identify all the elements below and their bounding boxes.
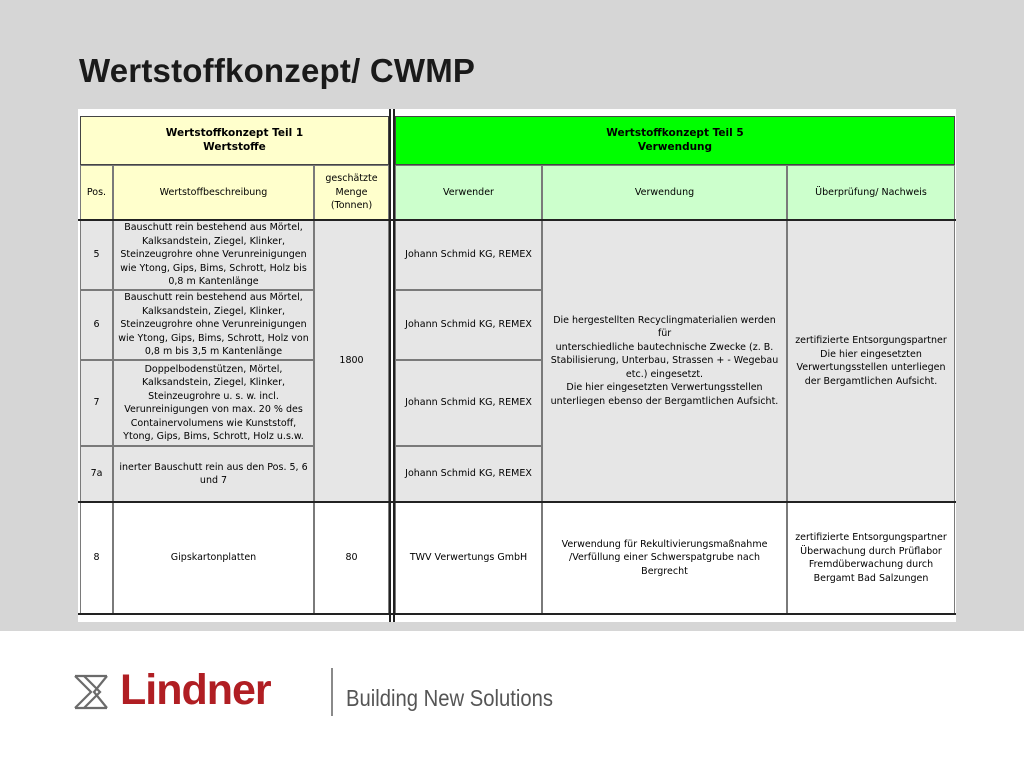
left-header-line2: Wertstoffe — [203, 140, 266, 153]
lindner-logo-icon — [72, 673, 110, 711]
column-header-pos: Pos. — [80, 165, 113, 220]
row8-pruefung: zertifizierte Entsorgungspartner Überwachung durch Prüflabor Fremdüberwachung durch Bergamt Bad Salzungen — [787, 502, 955, 614]
table-row-pos: 5 — [80, 220, 113, 290]
table-row-beschreibung: inerter Bauschutt rein aus den Pos. 5, 6 und 7 — [113, 446, 314, 502]
brand-tagline: Building New Solutions — [346, 685, 554, 711]
right-header-line1: Wertstoffkonzept Teil 5 — [606, 127, 744, 139]
group-verwendung-cell: Die hergestellten Recyclingmaterialien werden für unterschiedliche bautechnische Zwecke (z. B. Stabilisierung, Unterbau, Strassen + - Wegebau etc.) eingesetzt. Die hier eingesetzten Verwertungsstellen unterliegen ebenso der Bergamtlichen Aufsicht. — [542, 220, 787, 502]
left-section-header — [80, 116, 389, 165]
column-header-menge: geschätzte Menge (Tonnen) — [314, 165, 389, 220]
spreadsheet-table — [78, 109, 956, 622]
row8-pos: 8 — [80, 502, 113, 614]
column-header-pruefung: Überprüfung/ Nachweis — [787, 165, 955, 220]
row8-beschreibung: Gipskartonplatten — [113, 502, 314, 614]
logo-separator — [331, 668, 333, 716]
row8-verwendung: Verwendung für Rekultivierungsmaßnahme /Verfüllung einer Schwerspatgrube nach Bergrecht — [542, 502, 787, 614]
table-bottom-border — [78, 613, 956, 615]
table-row-verwender: Johann Schmid KG, REMEX — [395, 446, 542, 502]
column-header-verwendung: Verwendung — [542, 165, 787, 220]
right-header-line2: Verwendung — [637, 140, 713, 153]
table-row-beschreibung: Bauschutt rein bestehend aus Mörtel, Kalksandstein, Ziegel, Klinker, Steinzeugrohre ohne Verunreinigungen wie Ytong, Gips, Bims, Schrott, Holz von 0,8 m bis 3,5 m Kantenlänge — [113, 290, 314, 360]
table-row-verwender: Johann Schmid KG, REMEX — [395, 220, 542, 290]
slide-title: Wertstoffkonzept/ CWMP — [79, 52, 476, 89]
header-bottom-border — [78, 219, 956, 221]
table-row-verwender: Johann Schmid KG, REMEX — [395, 360, 542, 446]
table-row-beschreibung: Bauschutt rein bestehend aus Mörtel, Kalksandstein, Ziegel, Klinker, Steinzeugrohre ohne Verunreinigungen wie Ytong, Gips, Bims, Schrott, Holz bis 0,8 m Kantenlänge — [113, 220, 314, 290]
column-header-verwender: Verwender — [395, 165, 542, 220]
group-bottom-border — [78, 501, 956, 503]
section-divider — [393, 109, 395, 622]
table-row-verwender: Johann Schmid KG, REMEX — [395, 290, 542, 360]
group-pruefung-cell: zertifizierte Entsorgungspartner Die hier eingesetzten Verwertungsstellen unterliegen der Bergamtlichen Aufsicht. — [787, 220, 955, 502]
left-header-line1: Wertstoffkonzept Teil 1 — [165, 127, 304, 139]
table-row-pos: 6 — [80, 290, 113, 360]
row8-menge: 80 — [314, 502, 389, 614]
table-row-pos: 7a — [80, 446, 113, 502]
table-row-pos: 7 — [80, 360, 113, 446]
column-header-beschreibung: Wertstoffbeschreibung — [113, 165, 314, 220]
table-row-beschreibung: Doppelbodenstützen, Mörtel, Kalksandstein, Ziegel, Klinker, Steinzeugrohre u. s. w. incl. Verunreinigungen von max. 20 % des Containervolumens wie Kunststoff, Ytong, Gips, Bims, Schrott, Holz u.s.w. — [113, 360, 314, 446]
section-divider — [389, 109, 391, 622]
row8-verwender: TWV Verwertungs GmbH — [395, 502, 542, 614]
right-section-header — [395, 116, 955, 165]
brand-wordmark: Lindner — [120, 666, 271, 714]
group-menge-cell: 1800 — [314, 220, 389, 502]
